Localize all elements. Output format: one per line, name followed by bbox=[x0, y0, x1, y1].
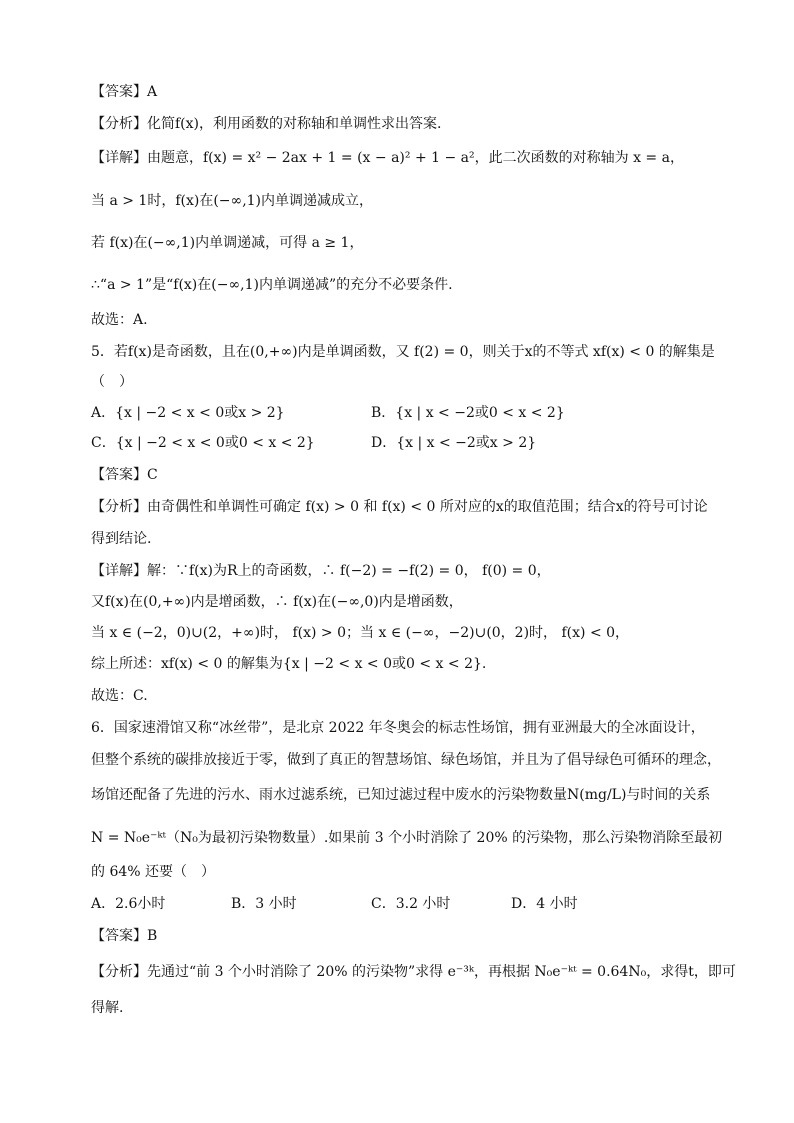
option-d: D．4 小时 bbox=[511, 896, 578, 912]
detail-line: 又f(x)在(0,+∞)内是增函数，∴ f(x)在(−∞,0)内是增函数， bbox=[91, 594, 463, 610]
analysis-text: 得到结论. bbox=[91, 531, 152, 547]
detail-line: 当 a > 1时，f(x)在(−∞,1)内单调递减成立， bbox=[91, 193, 374, 209]
choice-text: 故选：A. bbox=[91, 312, 148, 328]
choice-text: 故选：C. bbox=[91, 688, 148, 704]
analysis-text: 得解. bbox=[91, 1000, 124, 1016]
detail-text: 【详解】解：∵f(x)为R上的奇函数，∴ f(−2) = −f(2) = 0， f(0) = 0， bbox=[91, 563, 551, 579]
option-c: C．3.2 小时 bbox=[371, 896, 451, 912]
answer-label: 【答案】C bbox=[91, 467, 158, 483]
answer-label: 【答案】A bbox=[91, 84, 158, 100]
option-b: B．3 小时 bbox=[231, 896, 297, 912]
option-a: A．2.6小时 bbox=[91, 896, 166, 912]
analysis-text: 【分析】先通过“前 3 个小时消除了 20% 的污染物”求得 e⁻³ᵏ，再根据 N₀e⁻ᵏᵗ = 0.64N₀，求得t，即可 bbox=[91, 964, 736, 980]
option-d: D．{x | x < −2或x > 2} bbox=[371, 435, 537, 451]
answer-label: 【答案】B bbox=[91, 928, 158, 944]
question-6-stem: N = N₀e⁻ᵏᵗ（N₀为最初污染物数量）.如果前 3 个小时消除了 20% 的污染物，那么污染物消除至最初 bbox=[91, 830, 723, 846]
option-a: A．{x | −2 < x < 0或x > 2} bbox=[91, 405, 285, 421]
question-6-stem: 场馆还配备了先进的污水、雨水过滤系统，已知过滤过程中废水的污染物数量N(mg/L)与时间的关系 bbox=[91, 787, 711, 803]
analysis-text: 【分析】由奇偶性和单调性可确定 f(x) > 0 和 f(x) < 0 所对应的x的取值范围；结合x的符号可讨论 bbox=[91, 499, 708, 515]
detail-line: 若 f(x)在(−∞,1)内单调递减，可得 a ≥ 1， bbox=[91, 235, 364, 251]
question-6-stem: 6．国家速滑馆又称“冰丝带”，是北京 2022 年冬奥会的标志性场馆，拥有亚洲最大的全冰面设计， bbox=[91, 720, 705, 736]
question-6-stem: 的 64% 还要（ ） bbox=[91, 864, 216, 880]
question-6-stem: 但整个系统的碳排放接近于零，做到了真正的智慧场馆、绿色场馆，并且为了倡导绿色可循环的理念， bbox=[91, 752, 721, 768]
option-b: B．{x | x < −2或0 < x < 2} bbox=[371, 405, 565, 421]
detail-line: 综上所述：xf(x) < 0 的解集为{x | −2 < x < 0或0 < x < 2}. bbox=[91, 656, 487, 672]
detail-line: 当 x ∈ (−2，0)∪(2，+∞)时， f(x) > 0；当 x ∈ (−∞，−2)∪(0，2)时， f(x) < 0， bbox=[91, 625, 630, 641]
detail-text: 【详解】由题意，f(x) = x² − 2ax + 1 = (x − a)² + 1 − a²，此二次函数的对称轴为 x = a， bbox=[91, 150, 684, 166]
detail-line: ∴“a > 1”是“f(x)在(−∞,1)内单调递减”的充分不必要条件. bbox=[91, 277, 453, 293]
question-5-bracket: （ ） bbox=[91, 374, 133, 390]
question-5-stem: 5．若f(x)是奇函数，且在(0,+∞)内是单调函数，又 f(2) = 0，则关于x的不等式 xf(x) < 0 的解集是 bbox=[91, 344, 715, 360]
analysis-text: 【分析】化简f(x)，利用函数的对称轴和单调性求出答案. bbox=[91, 116, 442, 132]
option-c: C．{x | −2 < x < 0或0 < x < 2} bbox=[91, 435, 315, 451]
